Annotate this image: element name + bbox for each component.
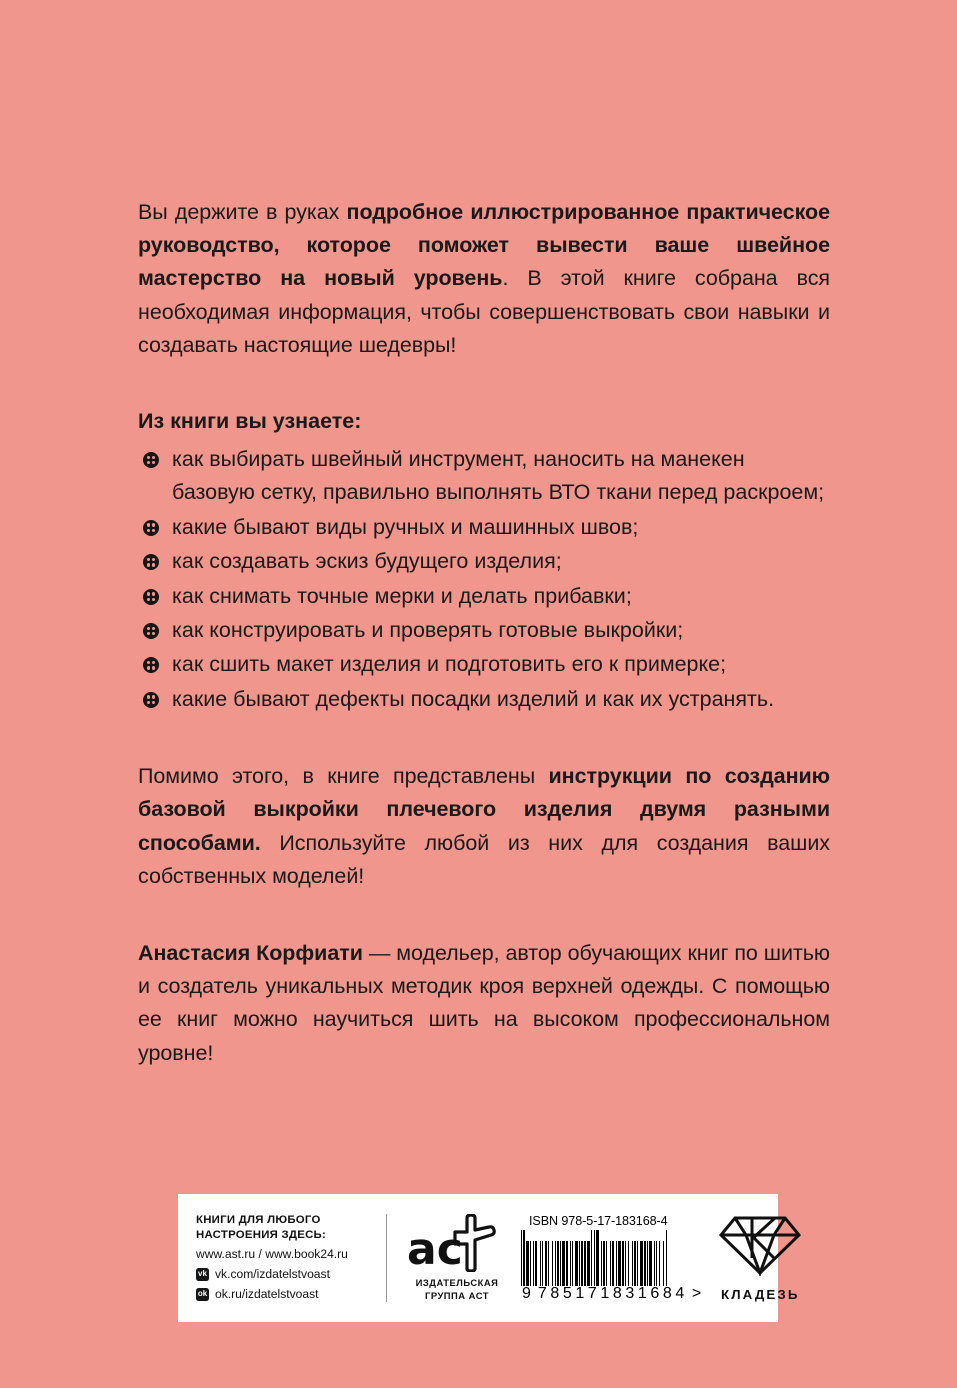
ean-lead-digit: 9 xyxy=(522,1284,532,1302)
intro-text-bold: подробное иллюстрированное практическое руководство, которое поможет вывести ваше швейное мастерство на новый уровень xyxy=(138,200,830,291)
kladez-imprint-logo xyxy=(702,1214,812,1302)
ast-logo-icon xyxy=(403,1214,511,1272)
list-item xyxy=(138,580,830,613)
instructions-text-tail: Используйте любой из них для создания ваших собственных моделей! xyxy=(138,830,830,888)
ok-icon: ok xyxy=(196,1288,209,1301)
ast-caption-line-2: ГРУППА АСТ xyxy=(425,1289,489,1301)
intro-text-lead: Вы держите в руках xyxy=(138,200,347,224)
isbn-label: ISBN 978-5-17-183168-4 xyxy=(529,1213,668,1228)
list-item-label: как выбирать швейный инструмент, наносить на манекен базовую сетку, правильно выполнять ВТО ткани перед раскроем; xyxy=(172,447,825,505)
svg-text:ac: ac xyxy=(407,1224,463,1273)
list-item-label: как сшить макет изделия и подготовить его к примерке; xyxy=(172,652,727,677)
list-item-label: как создавать эскиз будущего изделия; xyxy=(172,549,562,574)
sewing-button-icon xyxy=(143,589,159,605)
barcode-digits xyxy=(521,1285,702,1303)
cover-text-content xyxy=(138,196,830,1070)
intro-text-tail: . В этой книге собрана вся необходимая информация, чтобы совершенствовать свои навыки и создавать настоящие шедевры! xyxy=(138,266,831,357)
list-item-label: как конструировать и проверять готовые выкройки; xyxy=(172,618,684,643)
social-link-vk[interactable] xyxy=(196,1266,372,1283)
instructions-text-lead: Помимо этого, в книге представлены xyxy=(138,764,549,789)
website-urls[interactable]: www.ast.ru / www.book24.ru xyxy=(196,1247,348,1262)
tagline-line-1: КНИГИ ДЛЯ ЛЮБОГО xyxy=(196,1214,321,1227)
publisher-footer xyxy=(178,1194,800,1322)
sewing-button-icon xyxy=(143,520,159,536)
intro-paragraph xyxy=(138,196,830,362)
sewing-button-icon xyxy=(143,692,159,708)
ean-tail-marker: > xyxy=(691,1284,703,1302)
ast-logo-caption xyxy=(403,1277,511,1302)
instructions-text-bold: инструкции по созданию базовой выкройки плечевого изделия двумя разными способами. xyxy=(138,764,830,855)
author-bio-text: — модельер, автор обучающих книг по шитью и создатель уникальных методик кроя верхней одежды. С помощью ее книг можно научиться шить на высоком профессиональном уровне! xyxy=(138,941,830,1065)
ast-publisher-logo xyxy=(403,1214,511,1302)
list-item-label: какие бывают виды ручных и машинных швов; xyxy=(172,514,639,539)
sewing-button-icon xyxy=(143,554,159,570)
diamond-icon xyxy=(718,1214,802,1276)
sewing-button-icon xyxy=(143,452,159,468)
list-item xyxy=(138,648,830,681)
ast-caption-line-1: ИЗДАТЕЛЬСКАЯ xyxy=(415,1277,499,1289)
topics-list xyxy=(138,443,830,716)
list-item xyxy=(138,614,830,647)
kladez-caption: КЛАДЕЗЬ xyxy=(721,1287,800,1302)
sewing-button-icon xyxy=(143,657,159,673)
publisher-contacts xyxy=(196,1213,372,1302)
list-heading: Из книги вы узнаете: xyxy=(138,409,362,434)
list-item-label: какие бывают дефекты посадки изделий и как их устранять. xyxy=(172,686,775,711)
author-bio-paragraph xyxy=(138,937,830,1070)
list-item xyxy=(138,443,830,510)
barcode-block xyxy=(511,1214,702,1303)
spacer xyxy=(138,388,830,406)
ean-right-group: 831684 xyxy=(612,1284,688,1302)
sewing-button-icon xyxy=(143,623,159,639)
list-item xyxy=(138,511,830,544)
social-link-ok[interactable] xyxy=(196,1286,372,1303)
tagline xyxy=(196,1213,372,1242)
list-item xyxy=(138,683,830,716)
barcode-bars xyxy=(521,1230,702,1286)
spacer xyxy=(138,742,830,760)
social-link-vk-label: vk.com/izdatelstvoast xyxy=(215,1266,330,1281)
vk-icon: vk xyxy=(196,1268,209,1281)
footer-divider xyxy=(386,1214,387,1302)
spacer xyxy=(138,919,830,937)
social-link-ok-label: ok.ru/izdatelstvoast xyxy=(215,1286,319,1301)
list-item xyxy=(138,545,830,578)
ean13-barcode xyxy=(521,1230,702,1303)
ean-left-group: 785171 xyxy=(537,1284,613,1302)
list-item-label: как снимать точные мерки и делать прибавки; xyxy=(172,583,632,608)
author-name: Анастасия Корфиати xyxy=(138,941,363,966)
tagline-line-2: НАСТРОЕНИЯ ЗДЕСЬ: xyxy=(196,1228,327,1241)
instructions-paragraph xyxy=(138,760,830,893)
